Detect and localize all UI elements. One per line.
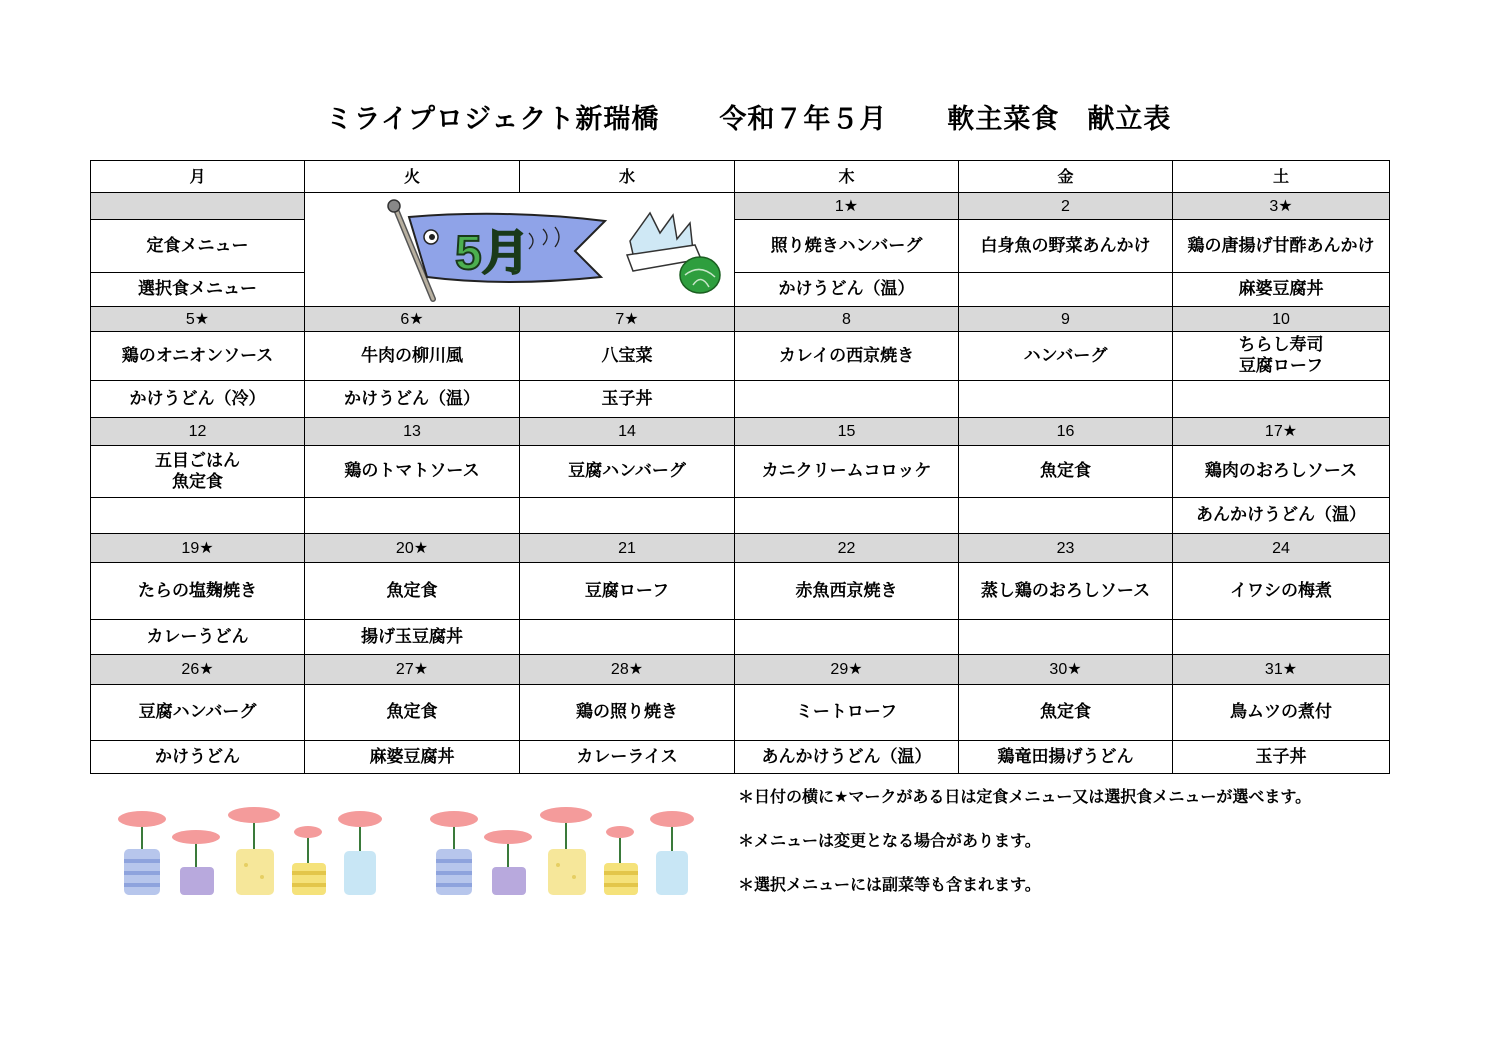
- menu-cell: 鶏肉のおろしソース: [1173, 446, 1390, 498]
- date-row: [91, 193, 1390, 220]
- main-menu-row: [91, 446, 1390, 498]
- alt-menu-cell: カレーライス: [520, 741, 735, 774]
- notes: [738, 785, 1438, 917]
- alt-menu-cell: [1173, 381, 1390, 418]
- menu-cell: 鶏のオニオンソース: [91, 332, 305, 381]
- menu-cell: ハンバーグ: [959, 332, 1173, 381]
- date-cell: 7★: [520, 307, 735, 332]
- menu-cell: カレイの西京焼き: [735, 332, 959, 381]
- menu-cell: 白身魚の野菜あんかけ: [959, 220, 1173, 273]
- menu-cell: カニクリームコロッケ: [735, 446, 959, 498]
- alt-menu-row-label: 選択食メニュー: [91, 273, 305, 307]
- menu-calendar-table: [90, 160, 1390, 774]
- flower-icon: [172, 830, 220, 895]
- date-cell: 12: [91, 418, 305, 446]
- alt-menu-cell: [959, 381, 1173, 418]
- menu-cell: 豆腐ローフ: [520, 563, 735, 620]
- date-cell: 23: [959, 534, 1173, 563]
- menu-cell: ミートローフ: [735, 685, 959, 741]
- kashiwa-leaf-icon: [680, 257, 720, 293]
- note: ＊メニューは変更となる場合があります。: [738, 831, 1041, 850]
- menu-cell: 鶏のトマトソース: [305, 446, 520, 498]
- date-cell: 24: [1173, 534, 1390, 563]
- flower-icon: [338, 811, 382, 895]
- alt-menu-cell: かけうどん（温）: [305, 381, 520, 418]
- date-cell: 27★: [305, 655, 520, 685]
- date-cell: 22: [735, 534, 959, 563]
- alt-menu-cell: 揚げ玉豆腐丼: [305, 620, 520, 655]
- menu-cell: イワシの梅煮: [1173, 563, 1390, 620]
- weekday-header: 水: [520, 161, 735, 193]
- alt-menu-cell: [959, 273, 1173, 307]
- menu-cell: 魚定食: [959, 685, 1173, 741]
- alt-menu-cell: 麻婆豆腐丼: [1173, 273, 1390, 307]
- date-cell: 10: [1173, 307, 1390, 332]
- alt-menu-cell: あんかけうどん（温）: [1173, 498, 1390, 534]
- alt-menu-cell: 鶏竜田揚げうどん: [959, 741, 1173, 774]
- menu-cell: 魚定食: [305, 563, 520, 620]
- menu-cell: 鶏の照り焼き: [520, 685, 735, 741]
- date-cell: 1★: [735, 193, 959, 220]
- month-label: 令和７年５月: [719, 103, 888, 135]
- alt-menu-cell: [305, 498, 520, 534]
- date-cell: 21: [520, 534, 735, 563]
- date-cell: 19★: [91, 534, 305, 563]
- alt-menu-cell: [91, 498, 305, 534]
- date-cell: 14: [520, 418, 735, 446]
- date-cell: 2: [959, 193, 1173, 220]
- koinobori-illustration: [305, 193, 735, 307]
- note: ＊選択メニューには副菜等も含まれます。: [738, 875, 1041, 894]
- alt-menu-cell: [735, 381, 959, 418]
- weekday-header: 火: [305, 161, 520, 193]
- menu-cell: 豆腐ハンバーグ: [520, 446, 735, 498]
- koinobori-svg: [305, 193, 735, 307]
- date-row: [91, 655, 1390, 685]
- alt-menu-row: [91, 381, 1390, 418]
- date-row: [91, 418, 1390, 446]
- flower-icon: [292, 826, 326, 895]
- alt-menu-row: [91, 273, 1390, 307]
- date-cell: 3★: [1173, 193, 1390, 220]
- alt-menu-row: [91, 620, 1390, 655]
- date-row: [91, 307, 1390, 332]
- note: ＊日付の横に★マークがある日は定食メニュー又は選択食メニューが選べます。: [738, 787, 1312, 806]
- menu-cell: 五目ごはん 魚定食: [91, 446, 305, 498]
- date-cell: 31★: [1173, 655, 1390, 685]
- main-menu-row-label: 定食メニュー: [91, 220, 305, 273]
- alt-menu-cell: [959, 620, 1173, 655]
- weekday-header: 土: [1173, 161, 1390, 193]
- facility-name: ミライプロジェクト新瑞橋: [325, 103, 660, 135]
- alt-menu-cell: かけうどん（温）: [735, 273, 959, 307]
- menu-cell: 魚定食: [305, 685, 520, 741]
- alt-menu-cell: かけうどん（冷）: [91, 381, 305, 418]
- menu-cell: 魚定食: [959, 446, 1173, 498]
- menu-cell: 鶏の唐揚げ甘酢あんかけ: [1173, 220, 1390, 273]
- menu-cell: 蒸し鶏のおろしソース: [959, 563, 1173, 620]
- page-title: [0, 96, 1497, 136]
- date-cell: 17★: [1173, 418, 1390, 446]
- alt-menu-cell: [520, 498, 735, 534]
- alt-menu-cell: 玉子丼: [1173, 741, 1390, 774]
- menu-cell: 照り焼きハンバーグ: [735, 220, 959, 273]
- alt-menu-row: [91, 741, 1390, 774]
- flower-vases-illustration: [112, 805, 712, 900]
- alt-menu-cell: [735, 620, 959, 655]
- menu-cell: 鳥ムツの煮付: [1173, 685, 1390, 741]
- date-cell: 15: [735, 418, 959, 446]
- menu-cell: 赤魚西京焼き: [735, 563, 959, 620]
- alt-menu-cell: [520, 620, 735, 655]
- date-cell: 29★: [735, 655, 959, 685]
- alt-menu-cell: かけうどん: [91, 741, 305, 774]
- date-cell: 5★: [91, 307, 305, 332]
- alt-menu-cell: あんかけうどん（温）: [735, 741, 959, 774]
- date-cell: 16: [959, 418, 1173, 446]
- weekday-header-row: [91, 161, 1390, 193]
- main-menu-row: [91, 332, 1390, 381]
- date-cell: 20★: [305, 534, 520, 563]
- date-cell: 28★: [520, 655, 735, 685]
- alt-menu-cell: 麻婆豆腐丼: [305, 741, 520, 774]
- alt-menu-cell: [1173, 620, 1390, 655]
- date-cell: 13: [305, 418, 520, 446]
- date-cell: 9: [959, 307, 1173, 332]
- alt-menu-cell: [959, 498, 1173, 534]
- menu-type-label: 軟主菜食 献立表: [947, 103, 1172, 135]
- menu-cell: 八宝菜: [520, 332, 735, 381]
- date-cell: 6★: [305, 307, 520, 332]
- menu-cell: たらの塩麹焼き: [91, 563, 305, 620]
- menu-cell: ちらし寿司 豆腐ローフ: [1173, 332, 1390, 381]
- flower-icon: [228, 807, 280, 895]
- flower-icon: [118, 811, 166, 895]
- alt-menu-cell: 玉子丼: [520, 381, 735, 418]
- main-menu-row: [91, 685, 1390, 741]
- alt-menu-cell: [735, 498, 959, 534]
- date-cell: 30★: [959, 655, 1173, 685]
- menu-cell: 牛肉の柳川風: [305, 332, 520, 381]
- date-cell: 8: [735, 307, 959, 332]
- main-menu-row: [91, 220, 1390, 273]
- date-cell: 26★: [91, 655, 305, 685]
- weekday-header: 月: [91, 161, 305, 193]
- flower-group-icon: [118, 807, 382, 895]
- weekday-header: 金: [959, 161, 1173, 193]
- banner-text: 5月: [455, 227, 530, 280]
- weekday-header: 木: [735, 161, 959, 193]
- date-row: [91, 534, 1390, 563]
- main-menu-row: [91, 563, 1390, 620]
- date-cell: [91, 193, 305, 220]
- alt-menu-row: [91, 498, 1390, 534]
- menu-cell: 豆腐ハンバーグ: [91, 685, 305, 741]
- alt-menu-cell: カレーうどん: [91, 620, 305, 655]
